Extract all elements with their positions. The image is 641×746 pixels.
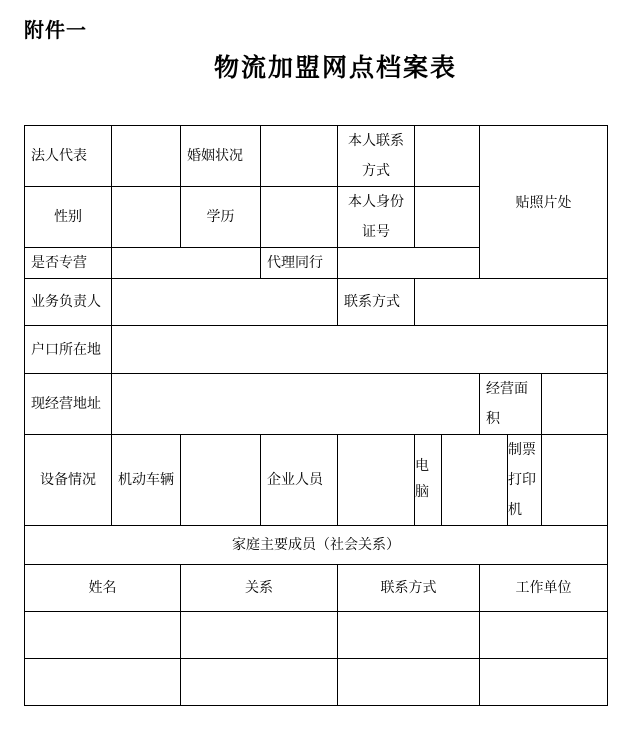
id-number-label-line1: 本人身份	[348, 194, 404, 210]
photo-area	[480, 126, 608, 279]
staff-field[interactable]	[338, 435, 415, 526]
annex-label: 附件一	[24, 18, 87, 42]
biz-address-label: 现经营地址	[25, 374, 112, 435]
marital-status-field[interactable]	[261, 126, 338, 187]
agent-peer-field[interactable]	[338, 248, 480, 279]
contact-field[interactable]	[415, 279, 608, 326]
family-relation-field[interactable]	[181, 612, 338, 659]
family-contact-field[interactable]	[338, 612, 480, 659]
education-label: 学历	[181, 187, 261, 248]
id-number-field[interactable]	[415, 187, 480, 248]
family-members-header: 家庭主要成员（社会关系）	[25, 526, 608, 565]
legal-rep-field[interactable]	[112, 126, 181, 187]
col-name-header: 姓名	[25, 565, 181, 612]
computer-label	[415, 435, 442, 526]
row-family-header	[25, 526, 608, 565]
archive-form-table	[24, 125, 608, 706]
col-work-header: 工作单位	[480, 565, 608, 612]
computer-field[interactable]	[442, 435, 508, 526]
vehicles-field[interactable]	[181, 435, 261, 526]
gender-label: 性别	[25, 187, 112, 248]
legal-rep-label: 法人代表	[25, 126, 112, 187]
family-row	[25, 659, 608, 706]
gender-field[interactable]	[112, 187, 181, 248]
row-household	[25, 326, 608, 374]
ticket-printer-field[interactable]	[542, 435, 608, 526]
exclusive-field[interactable]	[112, 248, 261, 279]
family-relation-field[interactable]	[181, 659, 338, 706]
ticket-printer-line3: 机	[508, 502, 522, 518]
biz-address-field[interactable]	[112, 374, 480, 435]
col-contact-header: 联系方式	[338, 565, 480, 612]
family-work-field[interactable]	[480, 612, 608, 659]
marital-status-label: 婚姻状况	[181, 126, 261, 187]
salesperson-field[interactable]	[112, 279, 338, 326]
col-relation-header: 关系	[181, 565, 338, 612]
id-number-label	[338, 187, 415, 248]
family-contact-field[interactable]	[338, 659, 480, 706]
household-field[interactable]	[112, 326, 608, 374]
staff-label: 企业人员	[261, 435, 338, 526]
own-contact-label	[338, 126, 415, 187]
row-family-columns	[25, 565, 608, 612]
own-contact-label-line1: 本人联系	[348, 133, 404, 149]
vehicles-label: 机动车辆	[112, 435, 181, 526]
ticket-printer-label	[508, 435, 542, 526]
agent-peer-label: 代理同行	[261, 248, 338, 279]
household-label: 户口所在地	[25, 326, 112, 374]
row-equipment	[25, 435, 608, 526]
own-contact-label-line2: 方式	[362, 163, 390, 179]
education-field[interactable]	[261, 187, 338, 248]
equipment-label: 设备情况	[25, 435, 112, 526]
family-name-field[interactable]	[25, 659, 181, 706]
ticket-printer-line2: 打印	[508, 472, 536, 488]
family-work-field[interactable]	[480, 659, 608, 706]
ticket-printer-line1: 制票	[508, 442, 536, 458]
row-biz-address	[25, 374, 608, 435]
family-row	[25, 612, 608, 659]
own-contact-field[interactable]	[415, 126, 480, 187]
computer-label-text: 电脑	[415, 458, 429, 500]
row-salesperson	[25, 279, 608, 326]
biz-area-field[interactable]	[542, 374, 608, 435]
family-name-field[interactable]	[25, 612, 181, 659]
contact-label: 联系方式	[338, 279, 415, 326]
id-number-label-line2: 证号	[362, 224, 390, 240]
photo-area-label: 贴照片处	[515, 195, 572, 211]
salesperson-label: 业务负责人	[25, 279, 112, 326]
page-title: 物流加盟网点档案表	[213, 53, 457, 82]
exclusive-label: 是否专营	[25, 248, 112, 279]
row-legal-rep	[25, 126, 608, 187]
biz-area-label: 经营面积	[480, 374, 542, 435]
